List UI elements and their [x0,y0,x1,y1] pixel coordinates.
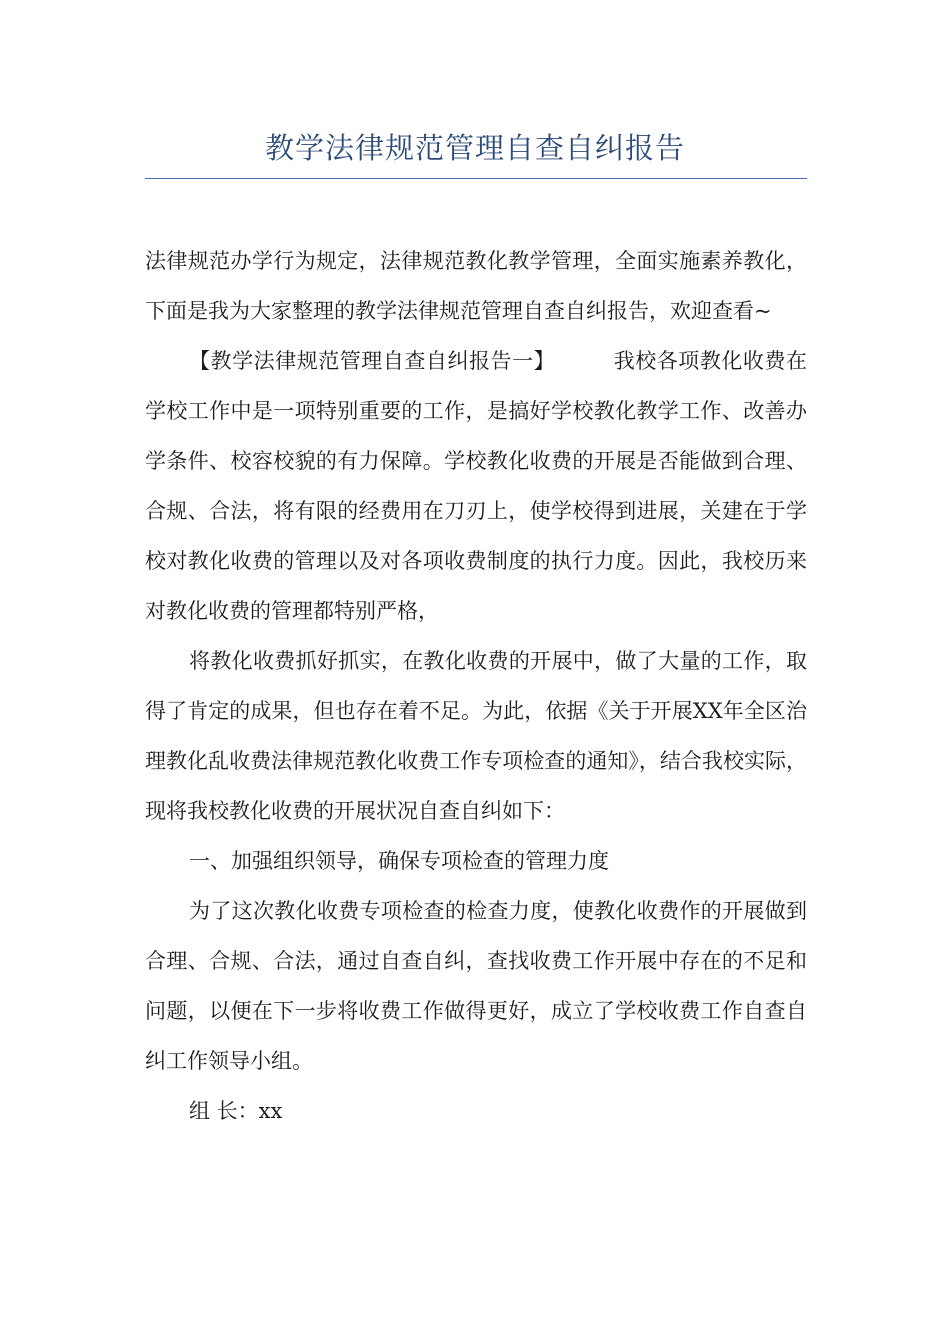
title-underline [145,178,807,179]
intro-paragraph: 法律规范办学行为规定，法律规范教化教学管理，全面实施素养教化，下面是我为大家整理的教学法律规范管理自查自纠报告，欢迎查看~ [145,249,807,323]
section-paragraph-1 [145,336,807,636]
paragraph-3: 为了这次教化收费专项检查的检查力度，使教化收费作的开展做到合理、合规、合法，通过自查自纠，查找收费工作开展中存在的不足和问题，以便在下一步将收费工作做得更好，成立了学校收费工作自查自纠工作领导小组。 [145,899,807,1073]
document-body [145,236,807,1136]
document-title: 教学法律规范管理自查自纠报告 [264,131,685,165]
leader-line: 组 长：xx [189,1099,283,1123]
paragraph-1-text: 我校各项教化收费在学校工作中是一项特别重要的工作，是搞好学校教化教学工作、改善办学条件、校容校貌的有力保障。学校教化收费的开展是否能做到合理、合规、合法，将有限的经费用在刀刃上，使学校得到进展，关建在于学校对教化收费的管理以及对各项收费制度的执行力度。因此，我校历来对教化收费的管理都特别严格， [145,349,808,623]
heading-1: 一、加强组织领导，确保专项检查的管理力度 [189,849,609,873]
paragraph-2: 将教化收费抓好抓实，在教化收费的开展中，做了大量的工作，取得了肯定的成果，但也存在着不足。为此，依据《关于开展XX年全区治理教化乱收费法律规范教化收费工作专项检查的通知》，结合我校实际，现将我校教化收费的开展状况自查自纠如下： [145,649,807,823]
section-heading: 【教学法律规范管理自查自纠报告一】 [189,349,556,373]
